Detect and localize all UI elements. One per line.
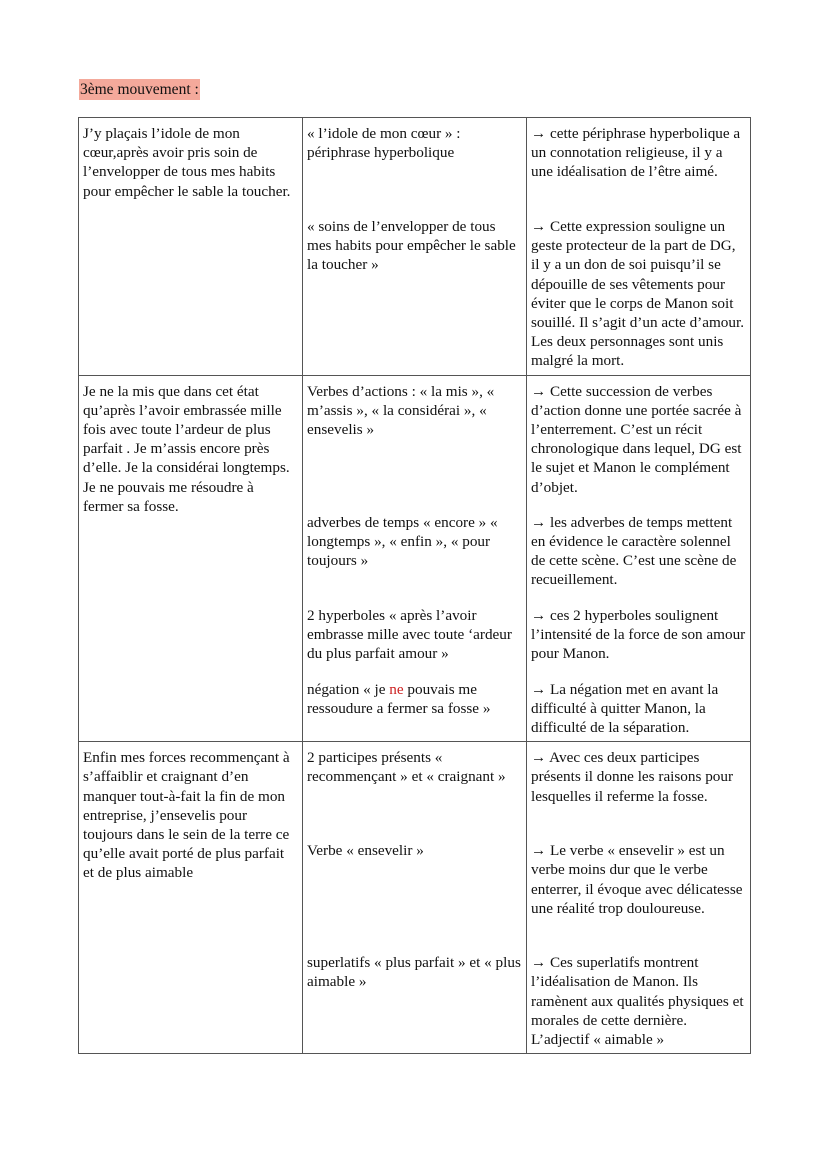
- figure-text: 2 hyperboles « après l’avoir embrasse mille avec toute ‘ardeur du plus parfait amour »: [307, 606, 512, 663]
- analysis-cell: [527, 742, 751, 1054]
- table-row: [79, 118, 751, 376]
- figure-text: 2 participes présents « recommençant » et « craignant »: [307, 749, 506, 786]
- figure-text: superlatifs « plus parfait » et « plus aimable »: [307, 954, 521, 991]
- excerpt-text: Enfin mes forces recommençant à s’affaiblir et craignant d’en manquer tout-à-fait la fin de mon entreprise, j’ensevelis pour toujours dans le sein de la terre ce qu’elle avait porté de plus parfait et de plus aimable: [83, 749, 290, 882]
- figure-cell: [303, 375, 527, 742]
- analysis-text: → Cette succession de verbes d’action donne une portée sacrée à l’enterrement. C’est un récit chronologique dans lequel, DG est le sujet et Manon le complément d’objet.: [531, 382, 742, 496]
- analysis-cell: [527, 375, 751, 742]
- figure-text: [307, 680, 522, 718]
- excerpt-cell: [79, 375, 303, 742]
- analysis-table: [78, 117, 751, 1054]
- excerpt-text: Je ne la mis que dans cet état qu’après l’avoir embrassée mille fois avec toute l’ardeur de plus parfait . Je m’assis encore près d’elle. Je la considérai longtemps. Je ne pouvais me résoudre à fermer sa fosse.: [83, 382, 290, 515]
- section-heading: 3ème mouvement :: [80, 81, 199, 98]
- negation-highlight: ne: [389, 680, 404, 698]
- analysis-cell: [527, 118, 751, 376]
- analysis-text: → Avec ces deux participes présents il donne les raisons pour lesquelles il referme la fosse.: [531, 749, 734, 805]
- figure-cell: [303, 742, 527, 1054]
- figure-text: Verbe « ensevelir »: [307, 842, 424, 860]
- table-row: [79, 742, 751, 1054]
- analysis-text: → Le verbe « ensevelir » est un verbe moins dur que le verbe enterrer, il évoque avec délicatesse une réalité trop douloureuse.: [531, 842, 743, 917]
- figure-cell: [303, 118, 527, 376]
- analysis-text: → Ces superlatifs montrent l’idéalisation de Manon. Ils ramènent aux qualités physiques et morales de cette dernière. L’adjectif « aimable »: [531, 954, 744, 1049]
- figure-text: Verbes d’actions : « la mis », « m’assis », « la considérai », « ensevelis »: [307, 382, 495, 439]
- analysis-text: → ces 2 hyperboles soulignent l’intensité de la force de son amour pour Manon.: [531, 606, 746, 663]
- analysis-text: → les adverbes de temps mettent en évidence le caractère solennel de cette scène. C’est une scène de recueillement.: [531, 513, 737, 589]
- excerpt-cell: [79, 742, 303, 1054]
- figure-text: adverbes de temps « encore » « longtemps », « enfin », « pour toujours »: [307, 513, 498, 570]
- analysis-text: → La négation met en avant la difficulté à quitter Manon, la difficulté de la séparation.: [531, 680, 719, 737]
- analysis-text: → cette périphrase hyperbolique a un connotation religieuse, il y a une idéalisation de l’être aimé.: [531, 125, 741, 181]
- figure-text: « soins de l’envelopper de tous mes habits pour empêcher le sable la toucher »: [307, 218, 516, 274]
- analysis-text: → Cette expression souligne un geste protecteur de la part de DG, il y a un don de soi puisqu’il se dépouille de ses vêtements pour éviter que le corps de Manon soit souillé. Il s’agit d’un acte d’amour. Les deux personnages sont unis malgré la mort.: [531, 218, 744, 370]
- figure-text: « l’idole de mon cœur » : périphrase hyperbolique: [307, 125, 461, 162]
- negation-text-end: pouvais me ressoudure a fermer sa fosse »: [307, 680, 491, 717]
- excerpt-text: J’y plaçais l’idole de mon cœur,après avoir pris soin de l’envelopper de tous mes habits pour empêcher le sable la toucher.: [83, 125, 291, 200]
- excerpt-cell: [79, 118, 303, 376]
- table-row: [79, 375, 751, 742]
- negation-text: négation « je: [307, 680, 390, 698]
